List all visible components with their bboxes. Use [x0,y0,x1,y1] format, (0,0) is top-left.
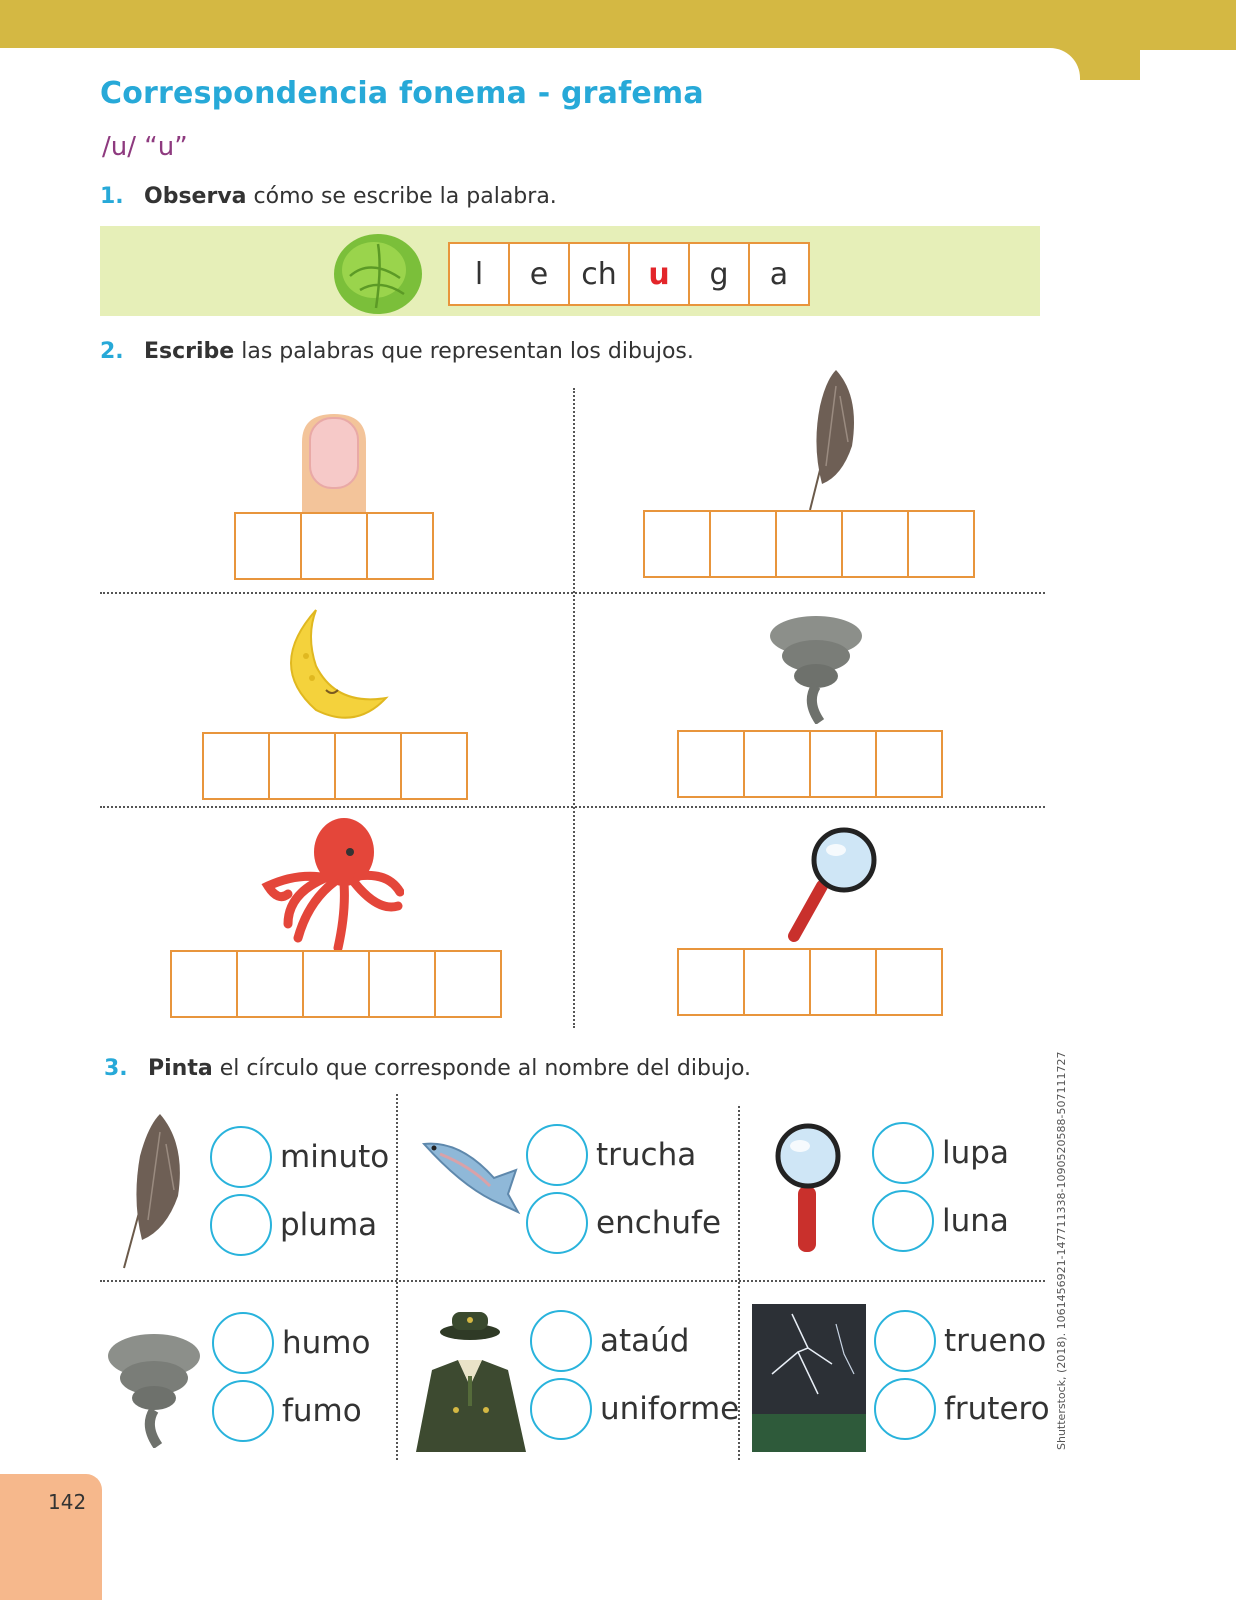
grid-divider [396,1094,398,1460]
fish-image [420,1130,522,1220]
storm-image [752,1304,866,1452]
option-label: minuto [280,1139,390,1175]
choice-option[interactable] [872,1122,1009,1184]
magnifier-image [782,826,882,946]
letter-slot[interactable] [743,730,811,798]
answer-circle[interactable] [526,1124,588,1186]
magnifier-image [772,1122,844,1254]
letter-slot[interactable] [775,510,843,578]
choice-option[interactable] [530,1310,689,1372]
word-box-2[interactable] [643,510,973,578]
instruction-verb: Observa [144,184,247,209]
smoke-image [766,612,866,724]
grid-divider [100,592,1045,594]
answer-circle[interactable] [212,1312,274,1374]
letter-slot[interactable] [202,732,270,800]
page-number: 142 [48,1490,87,1514]
option-label: humo [282,1325,371,1361]
example-word-letters [448,242,808,306]
choice-option[interactable] [526,1124,696,1186]
choice-option[interactable] [874,1310,1046,1372]
letter-box: e [508,242,570,306]
letter-slot[interactable] [302,950,370,1018]
letter-box: a [748,242,810,306]
letter-slot[interactable] [434,950,502,1018]
instruction-number: 3. [104,1056,128,1081]
letter-box: ch [568,242,630,306]
instruction-text: el círculo que corresponde al nombre del dibujo. [212,1056,752,1081]
option-label: uniforme [600,1391,740,1427]
letter-box: l [448,242,510,306]
letter-slot[interactable] [743,948,811,1016]
letter-box-highlighted: u [628,242,690,306]
letter-slot[interactable] [170,950,238,1018]
letter-slot[interactable] [234,512,302,580]
letter-slot[interactable] [709,510,777,578]
choice-option[interactable] [210,1126,389,1188]
letter-box: g [688,242,750,306]
option-label: trueno [944,1323,1047,1359]
choice-option[interactable] [872,1190,1009,1252]
moon-image [276,606,392,722]
image-credit: Shutterstock, (2018). 1061456921-147711338-1090520588-507111727 [1055,1051,1068,1450]
word-box-6[interactable] [677,948,941,1016]
grid-divider [100,806,1045,808]
instruction-text: las palabras que representan los dibujos. [234,339,694,364]
answer-circle[interactable] [872,1122,934,1184]
letter-slot[interactable] [677,730,745,798]
letter-slot[interactable] [875,730,943,798]
fingernail-image [296,412,372,512]
word-box-4[interactable] [677,730,941,798]
feather-image [120,1110,190,1270]
word-box-5[interactable] [170,950,500,1018]
instruction-text: cómo se escribe la palabra. [246,184,557,209]
choice-option[interactable] [210,1194,377,1256]
answer-circle[interactable] [872,1190,934,1252]
letter-slot[interactable] [875,948,943,1016]
option-label: trucha [596,1137,697,1173]
option-label: lupa [942,1135,1009,1171]
grid-divider [573,388,575,1028]
octopus-image [258,812,404,952]
instruction-number: 2. [100,339,124,364]
answer-circle[interactable] [210,1194,272,1256]
letter-slot[interactable] [809,730,877,798]
letter-slot[interactable] [400,732,468,800]
option-label: fumo [282,1393,362,1429]
choice-option[interactable] [212,1312,370,1374]
phoneme-label: /u/ “u” [102,132,188,162]
letter-slot[interactable] [300,512,368,580]
answer-circle[interactable] [210,1126,272,1188]
answer-circle[interactable] [530,1310,592,1372]
option-label: enchufe [596,1205,722,1241]
lettuce-image [330,228,426,316]
instruction-number: 1. [100,184,124,209]
letter-slot[interactable] [366,512,434,580]
smoke-image [104,1330,204,1448]
choice-option[interactable] [530,1378,739,1440]
instruction-verb: Pinta [148,1056,213,1081]
answer-circle[interactable] [874,1378,936,1440]
answer-circle[interactable] [530,1378,592,1440]
instruction-3 [104,1056,751,1081]
grid-divider [100,1280,1045,1282]
letter-slot[interactable] [677,948,745,1016]
uniform-image [412,1306,530,1454]
word-box-3[interactable] [202,732,466,800]
answer-circle[interactable] [526,1192,588,1254]
letter-slot[interactable] [334,732,402,800]
instruction-2 [100,339,694,364]
instruction-1 [100,184,557,209]
letter-slot[interactable] [907,510,975,578]
letter-slot[interactable] [643,510,711,578]
feather-image [796,366,866,512]
option-label: frutero [944,1391,1050,1427]
option-label: pluma [280,1207,378,1243]
option-label: luna [942,1203,1009,1239]
letter-slot[interactable] [809,948,877,1016]
letter-slot[interactable] [268,732,336,800]
choice-option[interactable] [212,1380,362,1442]
word-box-1[interactable] [234,512,432,580]
choice-option[interactable] [874,1378,1050,1440]
option-label: ataúd [600,1323,690,1359]
letter-slot[interactable] [841,510,909,578]
top-color-band [0,0,1236,50]
answer-circle[interactable] [212,1380,274,1442]
answer-circle[interactable] [874,1310,936,1372]
choice-option[interactable] [526,1192,721,1254]
instruction-verb: Escribe [144,339,235,364]
letter-slot[interactable] [236,950,304,1018]
letter-slot[interactable] [368,950,436,1018]
page-title: Correspondencia fonema - grafema [100,76,704,111]
